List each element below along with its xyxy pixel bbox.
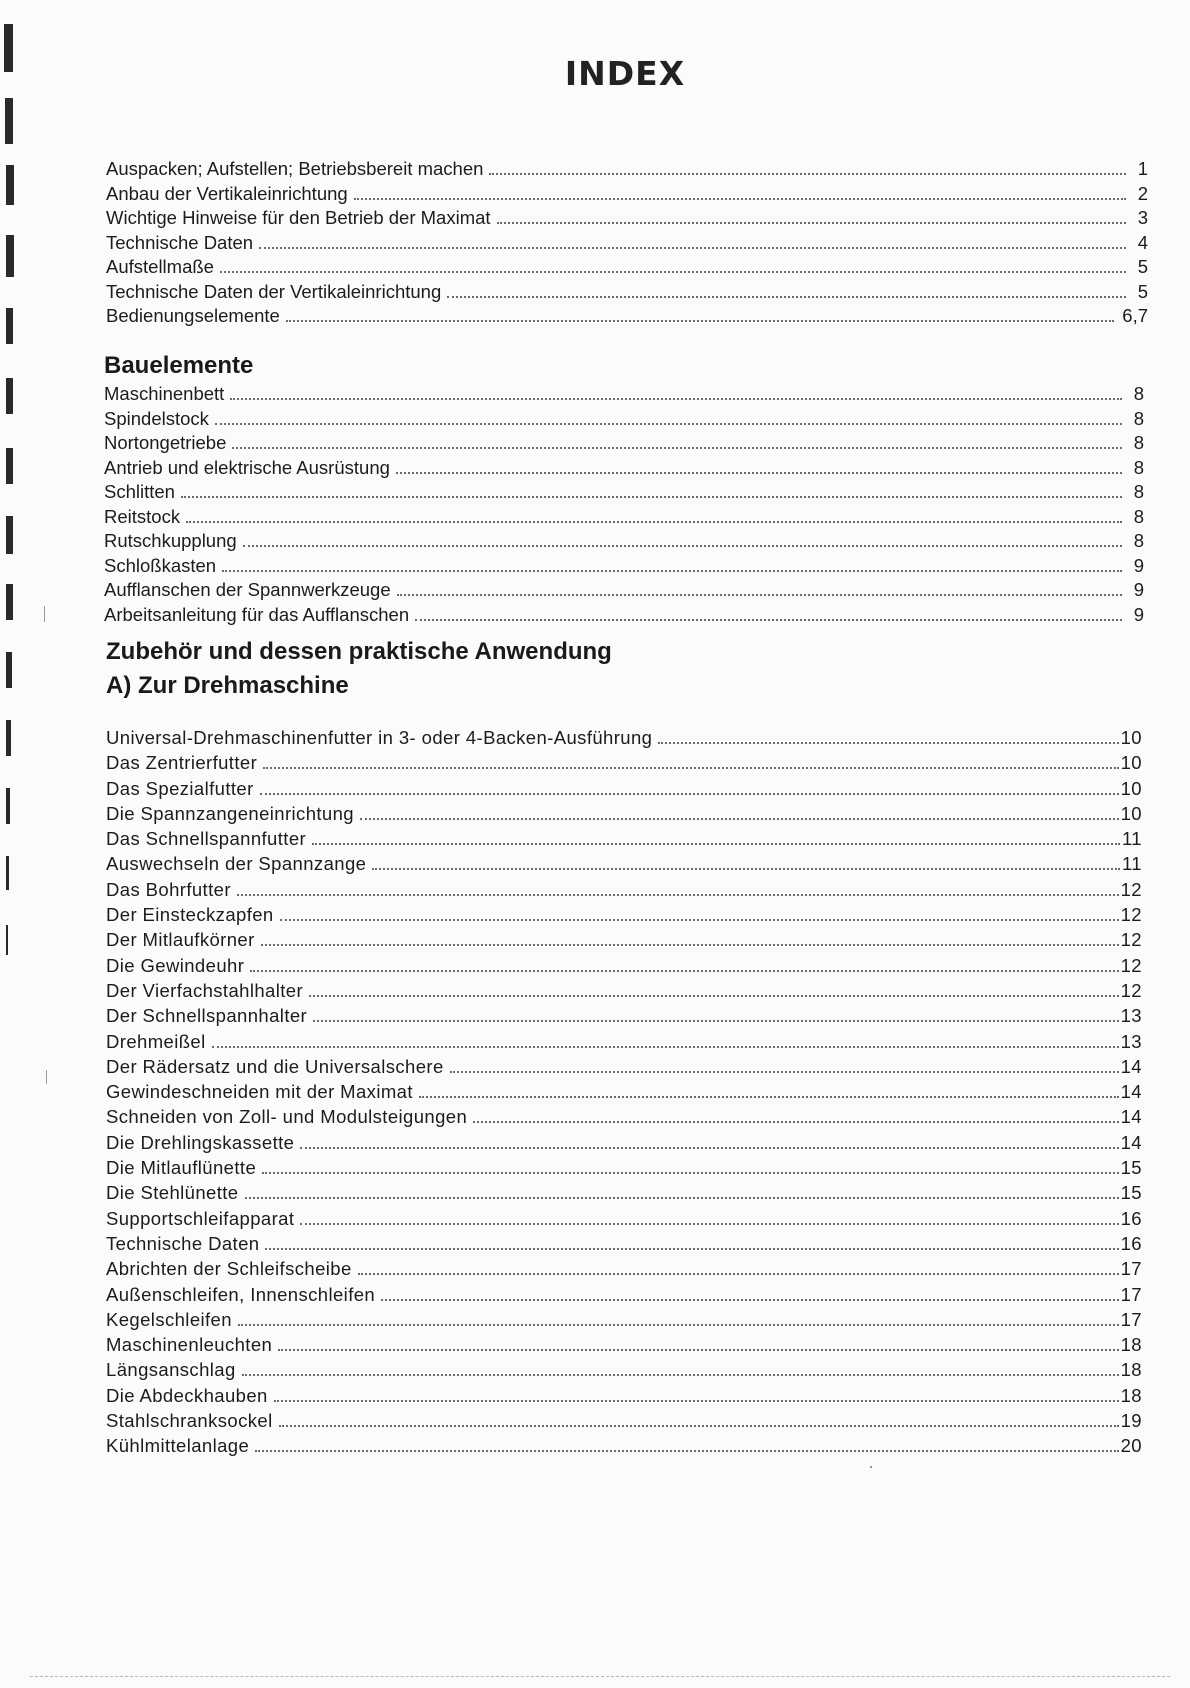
toc-entry bbox=[104, 506, 1144, 531]
dot-leader bbox=[212, 1046, 1119, 1048]
toc-entry-page-number: 12 bbox=[1120, 878, 1142, 900]
dot-leader bbox=[255, 1450, 1118, 1452]
toc-entry bbox=[106, 232, 1148, 257]
toc-entry-label: Bedienungselemente bbox=[106, 305, 280, 326]
toc-entry-label: Wichtige Hinweise für den Betrieb der Maximat bbox=[106, 207, 491, 228]
toc-entry-label: Schloßkasten bbox=[104, 554, 217, 576]
toc-entry bbox=[104, 383, 1144, 408]
toc-entry-label: Auswechseln der Spannzange bbox=[106, 853, 367, 875]
toc-entry-page-number: 11 bbox=[1121, 828, 1142, 850]
dot-leader bbox=[658, 742, 1118, 744]
toc-entry-page-number: 10 bbox=[1120, 752, 1142, 774]
toc-entry bbox=[106, 1056, 1142, 1081]
dot-leader bbox=[250, 970, 1118, 972]
toc-entry-label: Abrichten der Schleifscheibe bbox=[106, 1258, 352, 1280]
toc-entry-label: Das Bohrfutter bbox=[106, 878, 231, 900]
toc-entry-label: Die Spannzangeneinrichtung bbox=[106, 802, 354, 824]
toc-entry-page-number: 9 bbox=[1133, 554, 1144, 576]
dot-leader bbox=[354, 198, 1126, 200]
dot-leader bbox=[280, 919, 1119, 921]
toc-entry-label: Aufflanschen der Spannwerkzeuge bbox=[104, 579, 391, 600]
toc-entry-label: Technische Daten bbox=[106, 1232, 260, 1254]
toc-entry bbox=[106, 1309, 1142, 1334]
toc-entry bbox=[106, 1208, 1142, 1233]
toc-entry-page-number: 5 bbox=[1137, 256, 1148, 277]
toc-entry bbox=[104, 481, 1144, 506]
toc-entry-label: Maschinenleuchten bbox=[106, 1334, 273, 1356]
toc-entry-page-number: 8 bbox=[1133, 383, 1144, 404]
toc-entry bbox=[104, 432, 1144, 457]
dot-leader bbox=[397, 594, 1122, 596]
dot-leader bbox=[278, 1349, 1118, 1351]
dot-leader bbox=[447, 296, 1126, 298]
dot-leader bbox=[242, 1374, 1119, 1376]
toc-entry-label: Schneiden von Zoll- und Modulsteigungen bbox=[106, 1106, 468, 1128]
scan-speck bbox=[870, 1466, 872, 1468]
toc-entry bbox=[106, 1233, 1142, 1258]
toc-entry-page-number: 8 bbox=[1133, 505, 1144, 527]
toc-entry-page-number: 12 bbox=[1120, 929, 1142, 951]
toc-entry-page-number: 20 bbox=[1120, 1435, 1142, 1457]
toc-entry-label: Supportschleifapparat bbox=[106, 1207, 295, 1229]
dot-leader bbox=[259, 247, 1126, 249]
toc-entry-label: Der Schnellspannhalter bbox=[106, 1005, 308, 1027]
toc-entry-page-number: 10 bbox=[1120, 802, 1142, 824]
toc-entry-label: Drehmeißel bbox=[106, 1030, 206, 1052]
dot-leader bbox=[309, 995, 1119, 997]
toc-entry bbox=[106, 727, 1142, 752]
toc-zubehoer-list bbox=[106, 727, 1142, 1461]
toc-entry-page-number: 14 bbox=[1120, 1106, 1142, 1128]
toc-entry-label: Spindelstock bbox=[104, 407, 209, 429]
dot-leader bbox=[497, 222, 1126, 224]
scan-speck bbox=[46, 1070, 47, 1084]
toc-entry bbox=[104, 457, 1144, 482]
dot-leader bbox=[415, 619, 1122, 621]
toc-entry-label: Antrieb und elektrische Ausrüstung bbox=[104, 456, 390, 478]
toc-entry-page-number: 1 bbox=[1137, 158, 1148, 179]
toc-zubehoer-section bbox=[106, 637, 1142, 1461]
toc-entry bbox=[106, 1005, 1142, 1030]
toc-entry-label: Die Stehlünette bbox=[106, 1182, 239, 1204]
dot-leader bbox=[313, 1020, 1119, 1022]
toc-entry bbox=[106, 1359, 1142, 1384]
dot-leader bbox=[358, 1273, 1119, 1275]
toc-entry bbox=[104, 555, 1144, 580]
toc-entry-page-number: 18 bbox=[1120, 1334, 1142, 1356]
toc-entry-label: Der Mitlaufkörner bbox=[106, 929, 255, 951]
toc-entry-label: Technische Daten bbox=[106, 231, 254, 253]
dot-leader bbox=[381, 1299, 1118, 1301]
toc-entry-label: Maschinenbett bbox=[104, 383, 225, 404]
toc-entry-label: Die Mitlauflünette bbox=[106, 1157, 257, 1179]
toc-entry-page-number: 14 bbox=[1120, 1055, 1142, 1077]
toc-entry-page-number: 2 bbox=[1137, 182, 1148, 204]
toc-entry-page-number: 8 bbox=[1133, 481, 1144, 502]
toc-entry-label: Außenschleifen, Innenschleifen bbox=[106, 1283, 376, 1305]
toc-entry-page-number: 4 bbox=[1137, 231, 1148, 253]
toc-entry bbox=[106, 256, 1148, 281]
section-subheading-drehmaschine: A) Zur Drehmaschine bbox=[106, 672, 349, 699]
dot-leader bbox=[230, 398, 1122, 400]
toc-entry-label: Das Schnellspannfutter bbox=[106, 828, 307, 850]
toc-entry-label: Die Gewindeuhr bbox=[106, 954, 245, 976]
toc-entry-label: Reitstock bbox=[104, 505, 181, 527]
toc-intro-section bbox=[106, 158, 1148, 330]
toc-entry-label: Die Abdeckhauben bbox=[106, 1384, 268, 1406]
toc-entry bbox=[106, 305, 1148, 330]
toc-entry bbox=[106, 778, 1142, 803]
page-title: INDEX bbox=[564, 54, 686, 93]
toc-entry-page-number: 18 bbox=[1120, 1384, 1142, 1406]
toc-entry-label: Gewindeschneiden mit der Maximat bbox=[106, 1081, 413, 1103]
toc-entry-label: Die Drehlingskassette bbox=[106, 1131, 295, 1153]
toc-entry-page-number: 16 bbox=[1120, 1232, 1142, 1254]
toc-entry bbox=[104, 579, 1144, 604]
dot-leader bbox=[261, 944, 1119, 946]
dot-leader bbox=[473, 1121, 1118, 1123]
dot-leader bbox=[312, 843, 1120, 845]
toc-entry bbox=[106, 955, 1142, 980]
dot-leader bbox=[215, 423, 1122, 425]
dot-leader bbox=[360, 818, 1119, 820]
scan-bottom-edge bbox=[30, 1676, 1170, 1677]
toc-entry-page-number: 14 bbox=[1120, 1131, 1142, 1153]
dot-leader bbox=[300, 1223, 1118, 1225]
toc-entry bbox=[106, 1031, 1142, 1056]
dot-leader bbox=[396, 472, 1122, 474]
toc-entry-page-number: 18 bbox=[1120, 1359, 1142, 1381]
dot-leader bbox=[181, 496, 1122, 498]
toc-entry-page-number: 9 bbox=[1133, 579, 1144, 600]
toc-entry bbox=[106, 1081, 1142, 1106]
toc-entry-page-number: 10 bbox=[1120, 727, 1142, 748]
toc-entry-page-number: 13 bbox=[1120, 1005, 1142, 1027]
scan-speck bbox=[44, 606, 45, 622]
toc-entry-label: Anbau der Vertikaleinrichtung bbox=[106, 182, 348, 204]
toc-entry bbox=[106, 752, 1142, 777]
toc-entry bbox=[106, 904, 1142, 929]
dot-leader bbox=[450, 1071, 1119, 1073]
toc-entry bbox=[106, 828, 1142, 853]
toc-entry-label: Rutschkupplung bbox=[104, 530, 237, 551]
toc-entry-label: Aufstellmaße bbox=[106, 256, 214, 277]
toc-entry bbox=[106, 1385, 1142, 1410]
toc-entry-label: Technische Daten der Vertikaleinrichtung bbox=[106, 280, 442, 302]
toc-entry-label: Längsanschlag bbox=[106, 1359, 236, 1381]
toc-entry-label: Nortongetriebe bbox=[104, 432, 227, 453]
toc-entry-page-number: 13 bbox=[1120, 1030, 1142, 1052]
toc-entry-label: Das Spezialfutter bbox=[106, 777, 254, 799]
dot-leader bbox=[238, 1324, 1119, 1326]
toc-entry-page-number: 16 bbox=[1120, 1207, 1142, 1229]
toc-entry-page-number: 12 bbox=[1120, 954, 1142, 976]
toc-entry bbox=[106, 1334, 1142, 1359]
toc-entry bbox=[106, 929, 1142, 954]
toc-entry-label: Kegelschleifen bbox=[106, 1308, 232, 1330]
toc-entry bbox=[106, 1157, 1142, 1182]
toc-entry bbox=[106, 980, 1142, 1005]
toc-entry bbox=[106, 803, 1142, 828]
toc-entry-page-number: 6,7 bbox=[1122, 305, 1148, 326]
toc-entry bbox=[106, 853, 1142, 878]
toc-entry-page-number: 15 bbox=[1120, 1182, 1142, 1204]
toc-entry-label: Auspacken; Aufstellen; Betriebsbereit machen bbox=[106, 158, 484, 179]
toc-entry bbox=[106, 879, 1142, 904]
toc-entry-label: Arbeitsanleitung für das Aufflanschen bbox=[104, 603, 410, 625]
toc-entry-page-number: 19 bbox=[1120, 1410, 1142, 1432]
toc-entry-page-number: 12 bbox=[1120, 904, 1142, 926]
dot-leader bbox=[262, 1172, 1118, 1174]
dot-leader bbox=[222, 570, 1122, 572]
dot-leader bbox=[279, 1425, 1119, 1427]
dot-leader bbox=[245, 1197, 1119, 1199]
dot-leader bbox=[232, 447, 1122, 449]
toc-entry-label: Der Einsteckzapfen bbox=[106, 904, 274, 926]
dot-leader bbox=[300, 1147, 1118, 1149]
toc-intro-list bbox=[106, 158, 1148, 330]
toc-entry bbox=[106, 1258, 1142, 1283]
toc-bauelemente-list bbox=[104, 383, 1144, 628]
toc-entry bbox=[106, 207, 1148, 232]
toc-entry-label: Kühlmittelanlage bbox=[106, 1435, 250, 1457]
toc-entry bbox=[106, 158, 1148, 183]
dot-leader bbox=[263, 767, 1118, 769]
toc-entry-label: Stahlschranksockel bbox=[106, 1410, 273, 1432]
toc-entry-page-number: 17 bbox=[1120, 1258, 1142, 1280]
toc-entry bbox=[104, 604, 1144, 629]
toc-entry-page-number: 12 bbox=[1120, 979, 1142, 1001]
toc-entry-page-number: 11 bbox=[1121, 853, 1142, 875]
toc-entry bbox=[106, 1106, 1142, 1131]
toc-entry bbox=[106, 1182, 1142, 1207]
toc-entry bbox=[106, 281, 1148, 306]
dot-leader bbox=[265, 1248, 1118, 1250]
toc-entry bbox=[106, 183, 1148, 208]
dot-leader bbox=[286, 320, 1114, 322]
dot-leader bbox=[419, 1096, 1119, 1098]
dot-leader bbox=[186, 521, 1122, 523]
toc-entry-page-number: 5 bbox=[1137, 280, 1148, 302]
toc-bauelemente-section bbox=[104, 351, 1144, 628]
toc-entry bbox=[106, 1410, 1142, 1435]
toc-entry bbox=[106, 1435, 1142, 1460]
section-heading-zubehoer: Zubehör und dessen praktische Anwendung bbox=[106, 638, 612, 665]
toc-entry-page-number: 17 bbox=[1120, 1283, 1142, 1305]
toc-entry-label: Der Vierfachstahlhalter bbox=[106, 979, 304, 1001]
toc-entry-page-number: 14 bbox=[1120, 1081, 1142, 1103]
toc-entry-page-number: 8 bbox=[1133, 456, 1144, 478]
toc-entry-page-number: 3 bbox=[1137, 207, 1148, 228]
dot-leader bbox=[372, 868, 1120, 870]
toc-entry-page-number: 15 bbox=[1120, 1157, 1142, 1179]
dot-leader bbox=[220, 271, 1126, 273]
toc-entry bbox=[106, 1284, 1142, 1309]
toc-entry-page-number: 17 bbox=[1120, 1308, 1142, 1330]
toc-entry-label: Schlitten bbox=[104, 481, 175, 502]
toc-entry bbox=[104, 530, 1144, 555]
dot-leader bbox=[274, 1400, 1119, 1402]
dot-leader bbox=[489, 173, 1126, 175]
toc-entry bbox=[104, 408, 1144, 433]
toc-entry-label: Universal-Drehmaschinenfutter in 3- oder 4-Backen-Ausführung bbox=[106, 727, 653, 748]
dot-leader bbox=[237, 894, 1119, 896]
toc-entry-label: Das Zentrierfutter bbox=[106, 752, 258, 774]
scan-binding-marks bbox=[0, 0, 24, 1688]
toc-entry-page-number: 8 bbox=[1133, 407, 1144, 429]
toc-entry bbox=[106, 1132, 1142, 1157]
section-heading-bauelemente: Bauelemente bbox=[104, 352, 254, 379]
toc-entry-page-number: 10 bbox=[1120, 777, 1142, 799]
dot-leader bbox=[243, 545, 1122, 547]
toc-entry-page-number: 8 bbox=[1133, 432, 1144, 453]
toc-entry-page-number: 9 bbox=[1133, 603, 1144, 625]
toc-entry-label: Der Rädersatz und die Universalschere bbox=[106, 1055, 444, 1077]
toc-entry-page-number: 8 bbox=[1133, 530, 1144, 551]
dot-leader bbox=[260, 793, 1119, 795]
